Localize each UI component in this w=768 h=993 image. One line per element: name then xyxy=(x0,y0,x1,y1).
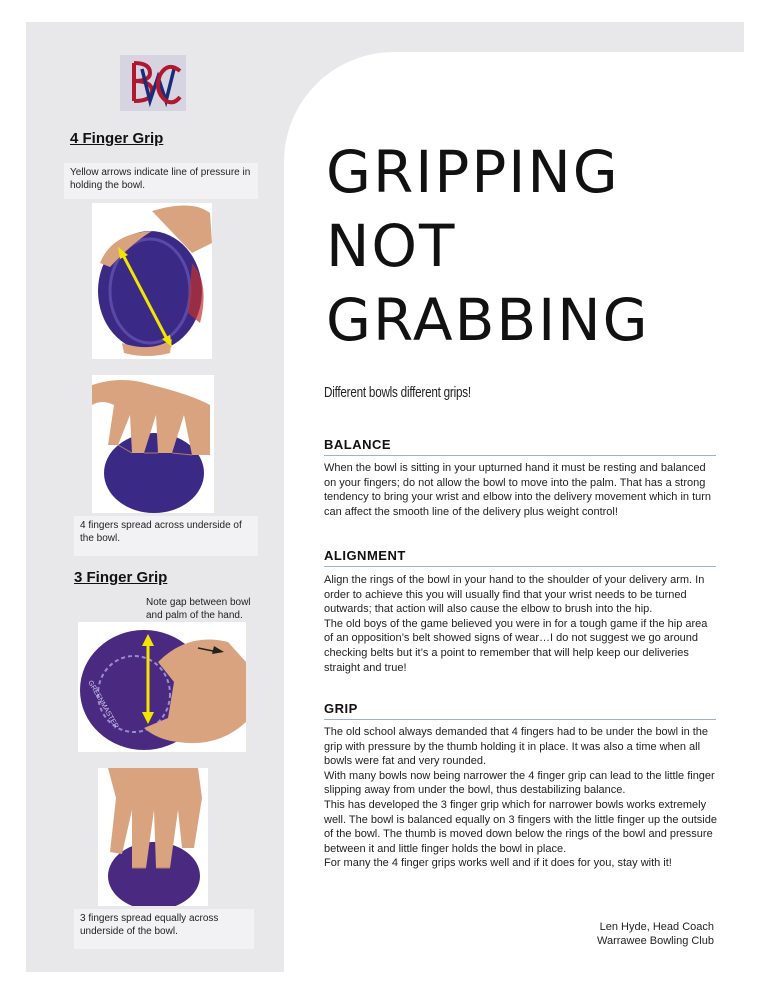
alignment-heading: ALIGNMENT xyxy=(324,548,716,567)
grip-paragraph: The old school always demanded that 4 fingers had to be under the bowl in the grip with pressure by the thumb holding it in place. It was also a time when all bowls were fat and very rounded. xyxy=(324,726,709,768)
page-title-line-3: GRABBING xyxy=(326,286,650,354)
balance-heading: BALANCE xyxy=(324,437,716,456)
balance-body xyxy=(324,461,719,519)
signature-name: Len Hyde, Head Coach xyxy=(599,921,714,933)
page-subtitle: Different bowls different grips! xyxy=(324,384,471,401)
balance-paragraph: When the bowl is sitting in your upturned hand it must be resting and balanced on your fingers; do not allow the bowl to move into the palm. That has a strong tendency to bring your wrist and elbow into the delivery movement which in turn can affect the smooth line of the delivery plus weight control! xyxy=(324,462,712,518)
four-finger-side-photo xyxy=(92,203,212,359)
four-finger-heading: 4 Finger Grip xyxy=(70,130,164,147)
three-finger-under-photo xyxy=(98,768,208,906)
four-finger-under-photo xyxy=(92,375,214,513)
club-logo xyxy=(120,55,186,111)
three-finger-gap-note: Note gap between bowl and palm of the hand. xyxy=(146,597,251,621)
three-finger-heading: 3 Finger Grip xyxy=(74,569,168,586)
four-finger-arrow-note: Yellow arrows indicate line of pressure in holding the bowl. xyxy=(64,163,258,199)
three-finger-under-note: 3 fingers spread equally across underside of the bowl. xyxy=(74,909,254,949)
page-title-line-1: GRIPPING xyxy=(326,138,620,206)
signature-club: Warrawee Bowling Club xyxy=(597,935,714,947)
grip-paragraph: This has developed the 3 finger grip which for narrower bowls works extremely well. The bowl is balanced equally on 3 fingers with the little finger up the outside of the bowl. The thumb is moved down below the rings of the bowl and pressure between it and little finger holds the bowl in place. xyxy=(324,798,717,855)
four-finger-under-note: 4 fingers spread across underside of the bowl. xyxy=(74,516,258,556)
page-title-line-2: NOT xyxy=(326,212,457,280)
three-finger-side-photo xyxy=(78,622,246,752)
alignment-paragraph: The old boys of the game believed you were in for a tough game if the hip area of an opposition’s belt showed signs of wear…I do not suggest we go around checking belts but it’s a point to remember that will help keep our deliveries straight and true! xyxy=(324,617,708,674)
svg-text:GREENMASTER: GREENMASTER xyxy=(86,679,120,730)
alignment-paragraph: Align the rings of the bowl in your hand to the shoulder of your delivery arm. In order to achieve this you will usually find that your wrist needs to be turned outwards; that action will also cause the elbow to brush into the hip. xyxy=(324,574,705,616)
grip-body xyxy=(324,725,719,871)
grip-paragraph: With many bowls now being narrower the 4 finger grip can lead to the little finger slipping away from under the bowl, thus destabilizing balance. xyxy=(324,769,715,797)
alignment-body xyxy=(324,573,719,675)
signature xyxy=(597,920,714,948)
grip-paragraph: For many the 4 finger grips works well and if it does for you, stay with it! xyxy=(324,857,672,870)
grip-heading: GRIP xyxy=(324,701,716,720)
